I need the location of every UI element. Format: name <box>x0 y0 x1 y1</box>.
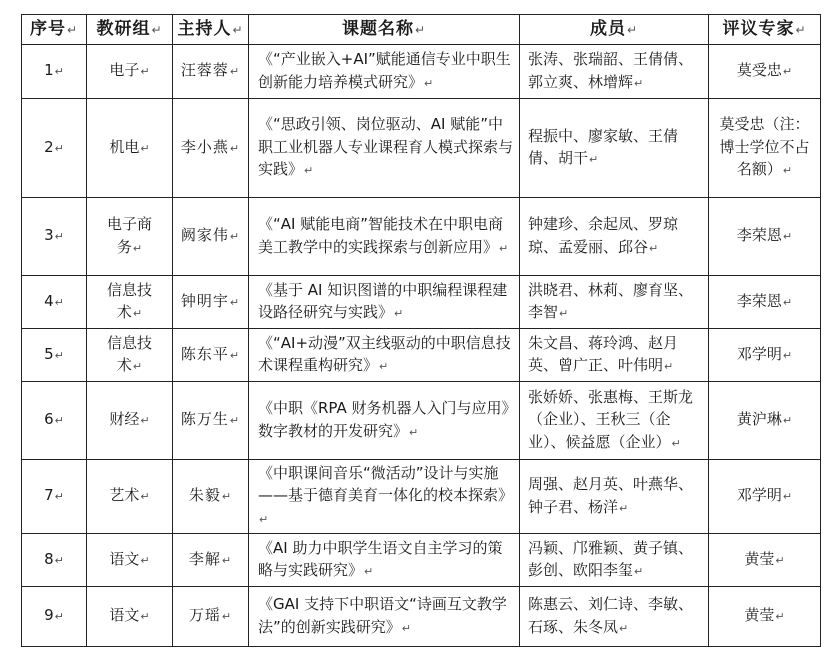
review-expert: 李荣恩↵ <box>709 276 821 329</box>
review-expert: 莫受忠（注：博士学位不占名额）↵ <box>709 99 821 198</box>
research-group: 语文↵ <box>87 587 173 647</box>
member-list: 洪晓君、林莉、廖育坚、李智↵ <box>520 276 709 329</box>
host-name: 朱毅↵ <box>173 460 249 534</box>
member-list: 钟建珍、余起凤、罗琼琼、孟爱丽、邱谷↵ <box>520 198 709 276</box>
table-row <box>22 99 821 198</box>
member-list: 朱文昌、蒋玲鸿、赵月英、曾广正、叶伟明↵ <box>520 329 709 382</box>
header-host: 主持人↵ <box>173 15 249 45</box>
topic-title: 《GAI 支持下中职语文“诗画互文教学法”的创新实践研究》↵ <box>249 587 520 647</box>
table-row <box>22 534 821 587</box>
row-number: 2↵ <box>22 99 87 198</box>
review-expert: 邓学明↵ <box>709 329 821 382</box>
table-row <box>22 460 821 534</box>
topic-title: 《“AI+动漫”双主线驱动的中职信息技术课程重构研究》↵ <box>249 329 520 382</box>
research-group: 语文↵ <box>87 534 173 587</box>
review-expert: 黄莹↵ <box>709 587 821 647</box>
research-group: 信息技术↵ <box>87 329 173 382</box>
topic-title: 《基于 AI 知识图谱的中职编程课程建设路径研究与实践》↵ <box>249 276 520 329</box>
host-name: 阙家伟↵ <box>173 198 249 276</box>
topic-title: 《“AI 赋能电商”智能技术在中职电商美工教学中的实践探索与创新应用》↵ <box>249 198 520 276</box>
topic-table <box>21 14 821 647</box>
table-row <box>22 587 821 647</box>
member-list: 张娇娇、张惠梅、王斯龙（企业）、王秋三（企业）、候益愿（企业）↵ <box>520 382 709 460</box>
row-number: 6↵ <box>22 382 87 460</box>
host-name: 汪蓉蓉↵ <box>173 45 249 99</box>
table-header <box>22 15 821 45</box>
host-name: 万瑶↵ <box>173 587 249 647</box>
member-list: 周强、赵月英、叶燕华、钟子君、杨洋↵ <box>520 460 709 534</box>
topic-title: 《“思政引领、岗位驱动、AI 赋能”中职工业机器人专业课程育人模式探索与实践》↵ <box>249 99 520 198</box>
member-list: 冯颖、邝雅颖、黄子镇、彭创、欧阳李玺↵ <box>520 534 709 587</box>
member-list: 陈惠云、刘仁诗、李敏、石琢、朱冬凤↵ <box>520 587 709 647</box>
host-name: 钟明宇↵ <box>173 276 249 329</box>
table-row <box>22 382 821 460</box>
header-members: 成员↵ <box>520 15 709 45</box>
header-expert: 评议专家↵ <box>709 15 821 45</box>
research-group: 信息技术↵ <box>87 276 173 329</box>
row-number: 3↵ <box>22 198 87 276</box>
header-no: 序号↵ <box>22 15 87 45</box>
topic-title: 《AI 助力中职学生语文自主学习的策略与实践研究》↵ <box>249 534 520 587</box>
row-number: 9↵ <box>22 587 87 647</box>
header-title: 课题名称↵ <box>249 15 520 45</box>
topic-title: 《“产业嵌入+AI”赋能通信专业中职生创新能力培养模式研究》↵ <box>249 45 520 99</box>
member-list: 张涛、张瑞韶、王倩倩、郭立爽、林增辉↵ <box>520 45 709 99</box>
research-group: 财经↵ <box>87 382 173 460</box>
header-group: 教研组↵ <box>87 15 173 45</box>
review-expert: 莫受忠↵ <box>709 45 821 99</box>
row-number: 7↵ <box>22 460 87 534</box>
document-page <box>21 14 821 647</box>
review-expert: 李荣恩↵ <box>709 198 821 276</box>
table-row <box>22 276 821 329</box>
research-group: 机电↵ <box>87 99 173 198</box>
table-row <box>22 45 821 99</box>
research-group: 电子商务↵ <box>87 198 173 276</box>
review-expert: 邓学明↵ <box>709 460 821 534</box>
host-name: 李解↵ <box>173 534 249 587</box>
row-number: 5↵ <box>22 329 87 382</box>
member-list: 程振中、廖家敏、王倩倩、胡干↵ <box>520 99 709 198</box>
review-expert: 黄沪琳↵ <box>709 382 821 460</box>
topic-title: 《中职《RPA 财务机器人入门与应用》数字教材的开发研究》↵ <box>249 382 520 460</box>
table-row <box>22 329 821 382</box>
host-name: 陈万生↵ <box>173 382 249 460</box>
research-group: 电子↵ <box>87 45 173 99</box>
row-number: 4↵ <box>22 276 87 329</box>
row-number: 1↵ <box>22 45 87 99</box>
row-number: 8↵ <box>22 534 87 587</box>
table-row <box>22 198 821 276</box>
topic-title: 《中职课间音乐“微活动”设计与实施——基于德育美育一体化的校本探索》↵ <box>249 460 520 534</box>
host-name: 李小燕↵ <box>173 99 249 198</box>
research-group: 艺术↵ <box>87 460 173 534</box>
review-expert: 黄莹↵ <box>709 534 821 587</box>
table-body <box>22 45 821 647</box>
host-name: 陈东平↵ <box>173 329 249 382</box>
header-row <box>22 15 821 45</box>
